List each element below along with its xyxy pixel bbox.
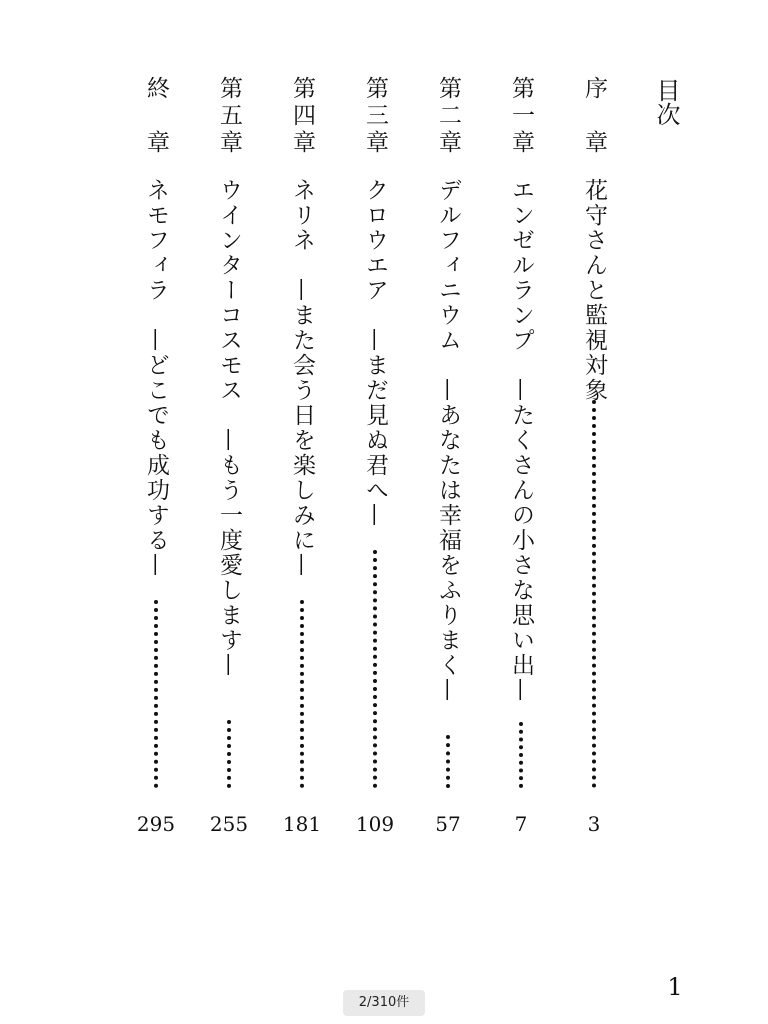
toc-chapter-title: エンゼルランプ —たくさんの小さな思い出— bbox=[508, 178, 534, 703]
toc-page-number: 57 bbox=[435, 812, 461, 836]
toc-heading: 目次 bbox=[652, 78, 680, 126]
toc-chapter-label: 第三章 bbox=[362, 76, 388, 157]
toc-chapter-title: デルフィニウム —あなたは幸福をふりまく— bbox=[435, 178, 461, 703]
toc-page-number: 295 bbox=[136, 812, 176, 836]
toc-page-number: 3 bbox=[587, 812, 601, 836]
toc-chapter-label: 第五章 bbox=[216, 76, 242, 157]
toc-chapter-title: ネモフィラ —どこでも成功する— bbox=[143, 178, 169, 578]
toc-leader-dots bbox=[373, 550, 377, 788]
toc-chapter-label: 第二章 bbox=[435, 76, 461, 157]
toc-leader-dots bbox=[154, 600, 158, 788]
toc-leader-dots bbox=[300, 600, 304, 788]
toc-entry[interactable] bbox=[574, 70, 614, 845]
toc-chapter-label: 序 章 bbox=[581, 76, 607, 157]
toc-entry[interactable] bbox=[136, 70, 176, 845]
toc-page-number: 109 bbox=[355, 812, 395, 836]
toc-chapter-title: ネリネ —また会う日を楽しみに— bbox=[289, 178, 315, 578]
toc-leader-dots bbox=[592, 400, 596, 788]
toc-chapter-title: クロウエア —まだ見ぬ君へ— bbox=[362, 178, 388, 528]
toc-chapter-title: 花守さんと監視対象 bbox=[581, 178, 607, 403]
toc-leader-dots bbox=[446, 735, 450, 788]
page-indicator-badge: 2/310件 bbox=[343, 990, 425, 1016]
toc-chapter-label: 第四章 bbox=[289, 76, 315, 157]
toc-chapter-label: 第一章 bbox=[508, 76, 534, 157]
toc-entry[interactable] bbox=[209, 70, 249, 845]
toc-entry[interactable] bbox=[355, 70, 395, 845]
toc-page-number: 7 bbox=[514, 812, 528, 836]
toc-page-number: 255 bbox=[209, 812, 249, 836]
toc-chapter-title: ウインターコスモス —もう一度愛します— bbox=[216, 178, 242, 678]
toc-leader-dots bbox=[227, 720, 231, 788]
toc-leader-dots bbox=[519, 722, 523, 788]
toc-entry[interactable] bbox=[282, 70, 322, 845]
page-number: 1 bbox=[667, 973, 683, 1001]
toc-entry[interactable] bbox=[428, 70, 468, 845]
toc-entry[interactable] bbox=[501, 70, 541, 845]
toc-page-number: 181 bbox=[282, 812, 322, 836]
toc-chapter-label: 終 章 bbox=[143, 76, 169, 157]
